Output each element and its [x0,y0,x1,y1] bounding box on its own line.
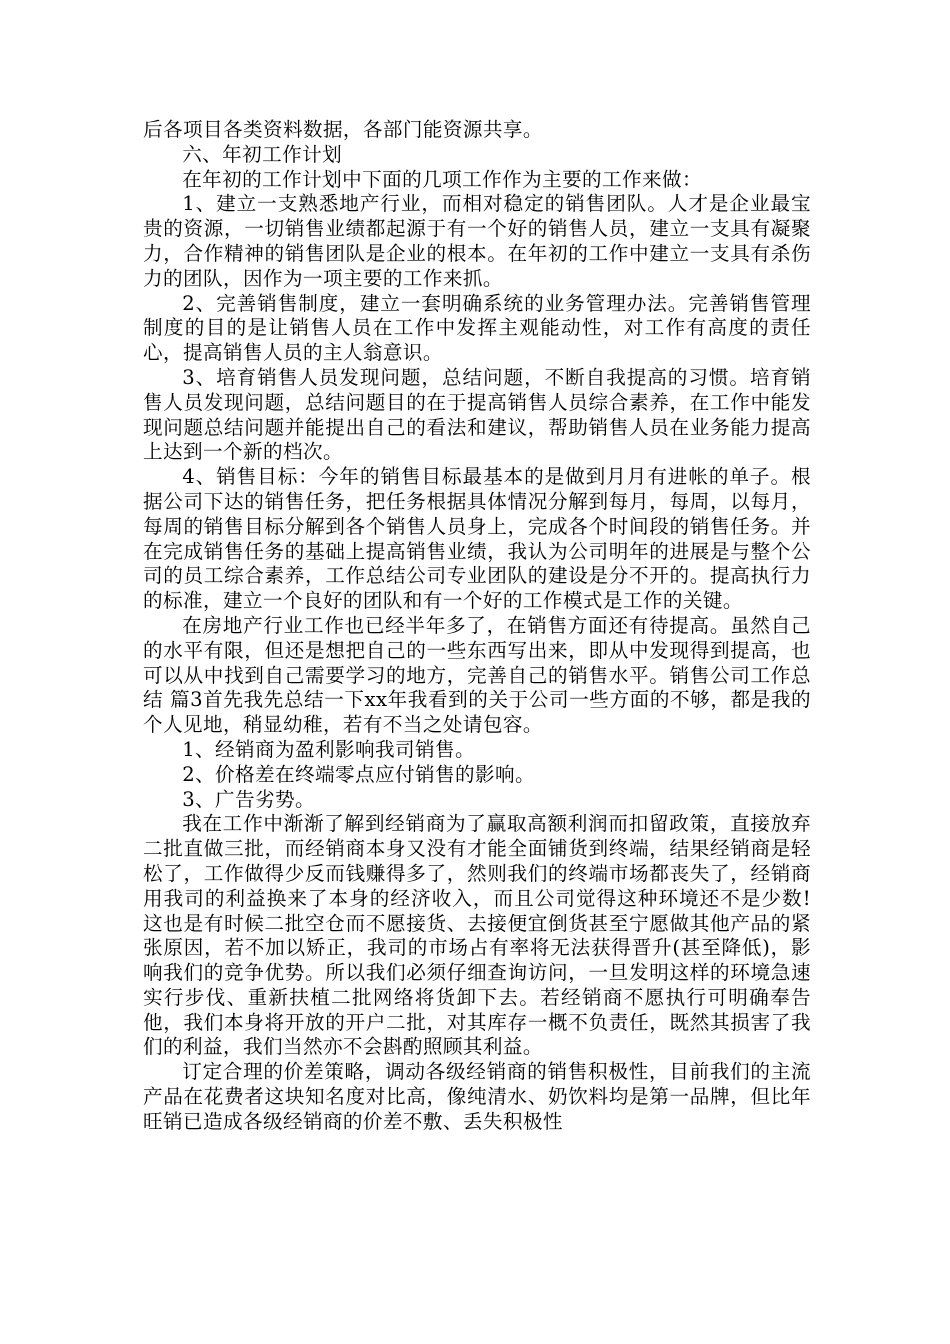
paragraph-reflection: 在房地产行业工作也已经半年多了，在销售方面还有待提高。虽然自己的水平有限，但还是想把自己的一些东西写出来，即从中发现得到提高，也可以从中找到自己需要学习的地方，完善自己的销售水平。销售公司工作总结 篇3首先我先总结一下xx年我看到的关于公司一些方面的不够，都是我的个人见地，稍显幼稚，若有不当之处请包容。 [143,613,811,737]
list-item-2: 2、价格差在终端零点应付销售的影响。 [182,762,535,786]
paragraph-item-1: 1、建立一支熟悉地产行业，而相对稳定的销售团队。人才是企业最宝贵的资源，一切销售业绩都起源于有一个好的销售人员，建立一支具有凝聚力，合作精神的销售团队是企业的根本。在年初的工作中建立一支具有杀伤力的团队，因作为一项主要的工作来抓。 [143,192,811,290]
paragraph-continuation: 后各项目各类资料数据，各部门能资源共享。 [143,118,543,141]
list-item-3: 3、广告劣势。 [182,787,316,811]
paragraph-dealer-analysis: 我在工作中渐渐了解到经销商为了赢取高额利润而扣留政策，直接放弃二批直做三批，而经销商本身又没有才能全面铺货到终端，结果经销商是轻松了，工作做得少反而钱赚得多了，然则我们的终端市场都丧失了，经销商用我司的利益换来了本身的经济收入，而且公司觉得这种环境还不是少数!这也是有时候二批空仓而不愿接货、去接便宜倒货甚至宁愿做其他产品的紧张原因，若不加以矫正，我司的市场占有率将无法获得晋升(甚至降低)，影响我们的竞争优势。所以我们必须仔细查询访问，一旦发明这样的环境急速实行步伐、重新扶植二批网络将货卸下去。若经销商不愿执行可明确奉告他，我们本身将开放的开户二批，对其库存一概不负责任，既然其损害了我们的利益，我们当然亦不会斟酌照顾其利益。 [143,812,811,1059]
paragraph-item-4: 4、销售目标：今年的销售目标最基本的是做到月月有进帐的单子。根据公司下达的销售任务，把任务根据具体情况分解到每月，每周，以每月，每周的销售目标分解到各个销售人员身上，完成各个时间段的销售任务。并在完成销售任务的基础上提高销售业绩，我认为公司明年的进展是与整个公司的员工综合素养，工作总结公司专业团队的建设是分不开的。提高执行力的标准，建立一个良好的团队和有一个好的工作模式是工作的关键。 [143,465,811,613]
paragraph-item-2: 2、完善销售制度，建立一套明确系统的业务管理办法。完善销售管理制度的目的是让销售人员在工作中发挥主观能动性，对工作有高度的责任心，提高销售人员的主人翁意识。 [143,291,811,365]
paragraph-pricing-strategy: 订定合理的价差策略，调动各级经销商的销售积极性，目前我们的主流产品在花费者这块知名度对比高，像纯清水、奶饮料均是第一品牌，但比年旺销已造成各级经销商的价差不敷、丢失积极性 [143,1060,811,1133]
paragraph-intro: 在年初的工作计划中下面的几项工作作为主要的工作来做： [182,167,703,191]
section-heading-annual-plan: 六、年初工作计划 [182,142,343,166]
document-body [143,118,811,1135]
paragraph-item-3: 3、培育销售人员发现问题，总结问题，不断自我提高的习惯。培育销售人员发现问题，总结问题目的在于提高销售人员综合素养，在工作中能发现问题总结问题并能提出自己的看法和建议，帮助销售人员在业务能力提高上达到一个新的档次。 [143,365,811,464]
list-item-1: 1、经销商为盈利影响我司销售。 [182,737,475,761]
